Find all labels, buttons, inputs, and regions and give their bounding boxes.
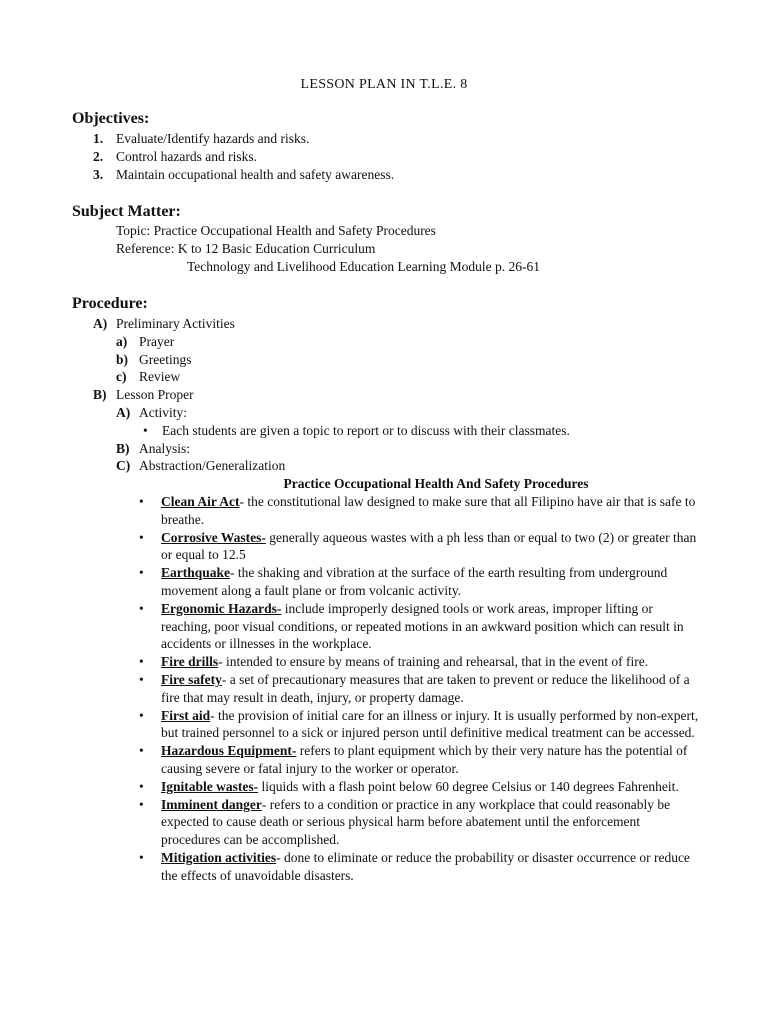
term-description: - done to eliminate or reduce the probability or disaster occurrence or reduce the effects of unavoidable disasters. [161, 849, 690, 883]
procedure-a-text: Preliminary Activities [116, 316, 235, 331]
bullet-icon: • [139, 849, 144, 865]
term-item [0, 742, 768, 778]
objective-text: Control hazards and risks. [116, 148, 257, 164]
subject-reference-module: Technology and Livelihood Education Learning Module p. 26-61 [187, 258, 540, 274]
term-definition [161, 849, 701, 885]
prelim-number: a) [116, 333, 128, 349]
bullet-icon: • [139, 743, 144, 759]
activity-label: A) [116, 404, 131, 420]
activity-text: Activity: [139, 404, 187, 420]
bullet-icon: • [139, 778, 144, 794]
procedure-a-label: A) [93, 316, 108, 331]
bullet-icon: • [139, 565, 144, 581]
prelim-text: Greetings [139, 351, 192, 367]
term-item [0, 707, 768, 743]
subject-heading: Subject Matter: [72, 203, 181, 220]
prelim-text: Prayer [139, 333, 175, 349]
objective-number: 1. [93, 131, 104, 146]
bullet-icon: • [139, 654, 144, 670]
term-definition [161, 778, 701, 796]
term-definition [161, 653, 701, 671]
term-definition [161, 493, 701, 529]
term-item [0, 778, 768, 796]
term-item [0, 671, 768, 707]
objective-text: Evaluate/Identify hazards and risks. [116, 131, 310, 146]
bullet-icon: • [139, 529, 144, 545]
term-definition [161, 707, 701, 743]
activity-bullet-text: Each students are given a topic to report or to discuss with their classmates. [162, 422, 570, 438]
term-definition [161, 529, 701, 565]
bullet-icon: • [139, 494, 144, 509]
term-description: - a set of precautionary measures that are taken to prevent or reduce the likelihood of a fire that may result in death, injury, or property damage. [161, 671, 690, 705]
prelim-number: b) [116, 351, 129, 367]
prelim-number: c) [116, 369, 127, 385]
term-description: include improperly designed tools or work areas, improper lifting or reaching, poor visual conditions, or repeated motions in an awkward position which can result in accidents or illnesses in the workplace. [161, 600, 684, 652]
objective-text: Maintain occupational health and safety awareness. [116, 166, 395, 182]
term-name: Fire drills [161, 654, 219, 670]
bullet-icon: • [139, 671, 144, 687]
bullet-icon: • [139, 600, 144, 616]
objective-number: 3. [93, 166, 104, 182]
objectives-list [0, 130, 768, 183]
subject-topic: Topic: Practice Occupational Health and Safety Procedures [116, 223, 436, 238]
term-item [0, 529, 768, 565]
term-definition [161, 742, 701, 778]
subject-reference: Reference: K to 12 Basic Education Curriculum [116, 240, 376, 256]
term-description: refers to plant equipment which by their very nature has the potential of causing severe or fatal injury to the worker or operator. [161, 743, 688, 776]
term-name: Earthquake [161, 565, 231, 581]
objective-item [0, 130, 768, 148]
term-name: Mitigation activities [161, 849, 277, 865]
bullet-icon: • [139, 796, 144, 812]
term-name: Fire safety [161, 671, 222, 687]
procedure-heading: Procedure: [72, 295, 148, 312]
term-definition [161, 600, 701, 653]
term-description: - refers to a condition or practice in any workplace that could reasonably be expected to cause death or serious physical harm before abatement until the enforcement procedures can be accomplished. [161, 796, 671, 848]
abstraction-label: C) [116, 458, 131, 474]
section-title: Practice Occupational Health And Safety Procedures [283, 476, 589, 491]
term-item [0, 493, 768, 529]
procedure-b-label: B) [93, 387, 107, 403]
terms-list [0, 493, 768, 885]
term-description: - the constitutional law designed to make sure that all Filipino have air that is safe to breathe. [161, 494, 696, 527]
term-description: - the shaking and vibration at the surface of the earth resulting from underground movement along a fault plane or from volcanic activity. [161, 565, 668, 598]
bullet-icon: • [143, 422, 148, 438]
objectives-heading: Objectives: [72, 110, 150, 127]
objective-item [0, 148, 768, 166]
term-name: Ergonomic Hazards- [161, 600, 282, 616]
term-item [0, 796, 768, 849]
term-name: Ignitable wastes- [161, 778, 259, 794]
term-item [0, 849, 768, 885]
term-name: Clean Air Act [161, 494, 240, 509]
term-definition [161, 796, 701, 849]
term-definition [161, 671, 701, 707]
term-item [0, 564, 768, 600]
term-description: liquids with a flash point below 60 degree Celsius or 140 degrees Fahrenheit. [258, 778, 679, 794]
subject-block [0, 222, 768, 275]
term-item [0, 653, 768, 671]
objective-item [0, 166, 768, 184]
term-description: - the provision of initial care for an illness or injury. It is usually performed by non-expert, but trained personnel to a sick or injured person until definitive medical treatment can be accessed. [161, 707, 699, 741]
procedure-block [0, 315, 768, 475]
term-definition [161, 564, 701, 600]
term-item [0, 600, 768, 653]
procedure-b-text: Lesson Proper [116, 387, 194, 403]
term-description: generally aqueous wastes with a ph less than or equal to two (2) or greater than or equal to 12.5 [161, 529, 697, 563]
abstraction-text: Abstraction/Generalization [139, 458, 286, 474]
document-title: LESSON PLAN IN T.L.E. 8 [300, 77, 468, 92]
term-name: First aid [161, 707, 211, 723]
term-name: Corrosive Wastes- [161, 529, 266, 545]
term-name: Hazardous Equipment- [161, 743, 297, 759]
term-name: Imminent danger [161, 796, 262, 812]
analysis-label: B) [116, 440, 130, 456]
term-description: - intended to ensure by means of training and rehearsal, that in the event of fire. [218, 654, 649, 670]
analysis-text: Analysis: [139, 440, 191, 456]
prelim-text: Review [139, 369, 181, 385]
bullet-icon: • [139, 707, 144, 723]
objective-number: 2. [93, 148, 104, 164]
